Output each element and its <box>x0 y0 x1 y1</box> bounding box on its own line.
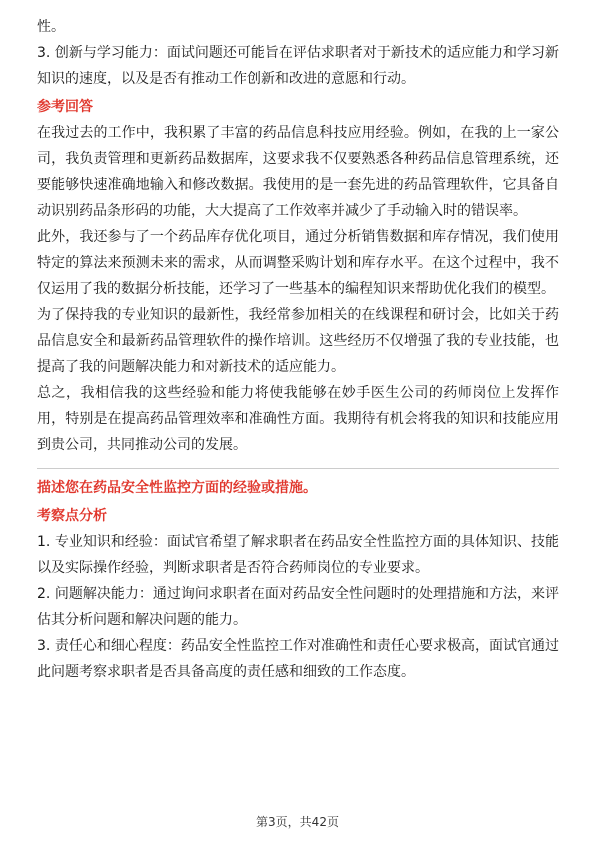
answer-paragraph-1: 在我过去的工作中，我积累了丰富的药品信息科技应用经验。例如，在我的上一家公司，我负责管理和更新药品数据库，这要求我不仅要熟悉各种药品信息管理系统，还要能够快速准确地输入和修改数据。我使用的是一套先进的药品管理软件，它具备自动识别药品条形码的功能，大大提高了工作效率并减少了手动输入时的错误率。 <box>37 125 559 219</box>
analysis-heading: 考察点分析 <box>37 508 107 524</box>
analysis-point-1: 1. 专业知识和经验：面试官希望了解求职者在药品安全性监控方面的具体知识、技能以及实际操作经验，判断求职者是否符合药师岗位的专业要求。 <box>37 534 559 576</box>
section-divider <box>37 468 559 469</box>
point-3-innovation: 3. 创新与学习能力：面试问题还可能旨在评估求职者对于新技术的适应能力和学习新知识的速度，以及是否有推动工作创新和改进的意愿和行动。 <box>37 45 559 87</box>
answer-paragraph-2: 此外，我还参与了一个药品库存优化项目，通过分析销售数据和库存情况，我们使用特定的算法来预测未来的需求，从而调整采购计划和库存水平。在这个过程中，我不仅运用了我的数据分析技能，还学习了一些基本的编程知识来帮助优化我们的模型。 <box>37 229 559 297</box>
question-title: 描述您在药品安全性监控方面的经验或措施。 <box>37 480 317 496</box>
analysis-point-3: 3. 责任心和细心程度：药品安全性监控工作对准确性和责任心要求极高，面试官通过此问题考察求职者是否具备高度的责任感和细致的工作态度。 <box>37 638 559 680</box>
continued-text: 性。 <box>37 19 65 35</box>
document-page <box>37 14 559 685</box>
page-number: 第3页，共42页 <box>256 815 339 829</box>
answer-paragraph-3: 为了保持我的专业知识的最新性，我经常参加相关的在线课程和研讨会，比如关于药品信息安全和最新药品管理软件的操作培训。这些经历不仅增强了我的专业技能，也提高了我的问题解决能力和对新技术的适应能力。 <box>37 307 559 375</box>
reference-answer-heading: 参考回答 <box>37 99 93 115</box>
analysis-point-2: 2. 问题解决能力：通过询问求职者在面对药品安全性问题时的处理措施和方法，来评估其分析问题和解决问题的能力。 <box>37 586 559 628</box>
answer-paragraph-4: 总之，我相信我的这些经验和能力将使我能够在妙手医生公司的药师岗位上发挥作用，特别是在提高药品管理效率和准确性方面。我期待有机会将我的知识和技能应用到贵公司，共同推动公司的发展。 <box>37 385 559 453</box>
